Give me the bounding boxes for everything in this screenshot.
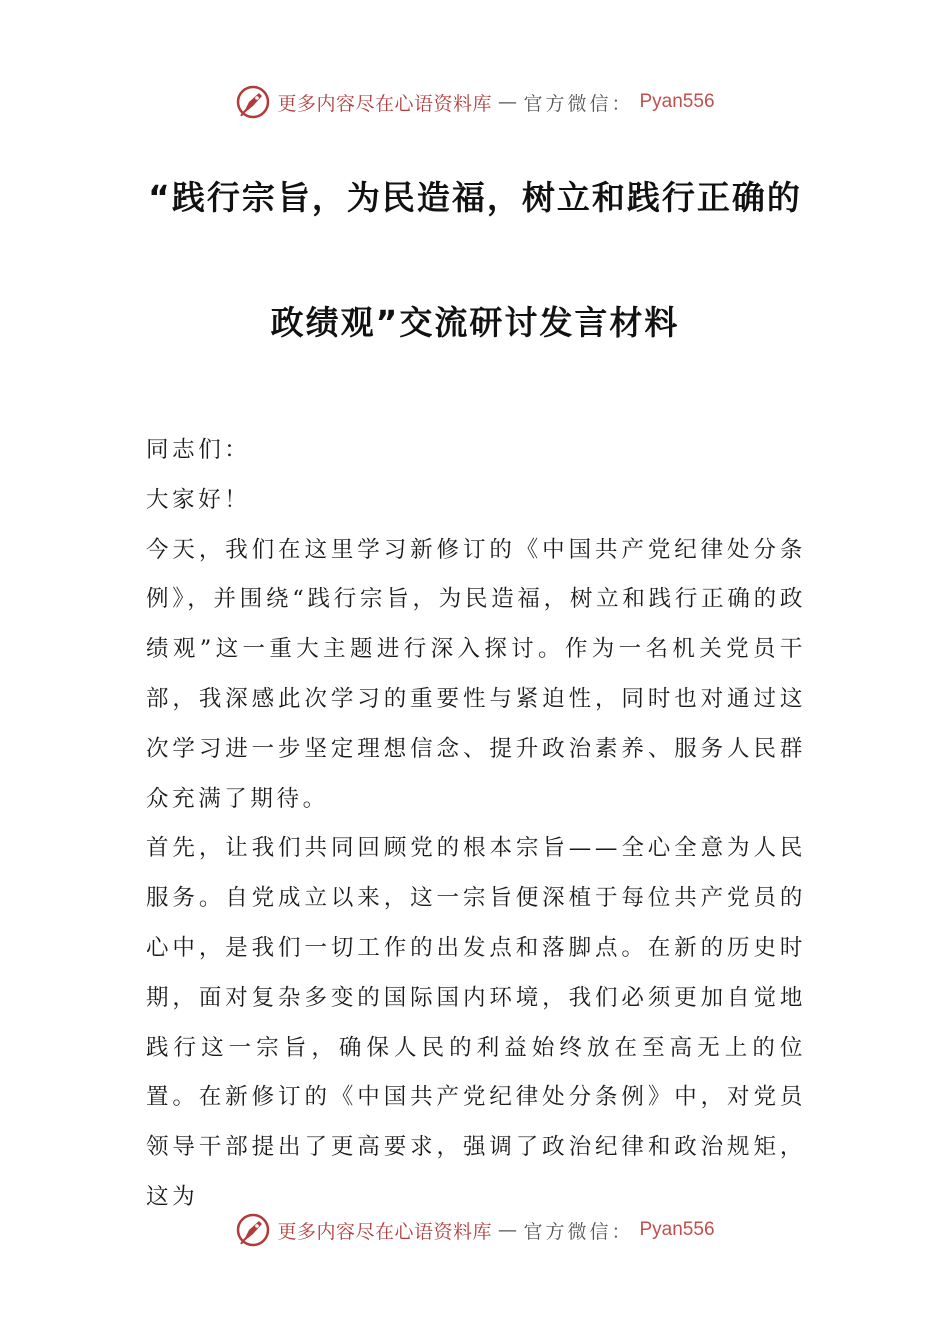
paragraph-salutation: 同志们： — [146, 437, 251, 463]
pen-nib-circle-icon — [235, 84, 271, 120]
paragraph-introduction: 今天，我们在这里学习新修订的《中国共产党纪律处分条例》，并围绕“践行宗旨，为民造福，树立和践行正确的政绩观”这一重大主题进行深入探讨。作为一名机关党员干部，我深感此次学习的重要性与紧迫性，同时也对通过这次学习进一步坚定理想信念、提升政治素养、服务人民群众充满了期待。 — [146, 536, 806, 812]
banner-separator: — — [497, 1219, 518, 1241]
banner-label: 官方微信： — [523, 92, 634, 115]
document-title-line-1: “践行宗旨，为民造福，树立和践行正确的 — [148, 178, 802, 217]
banner-label: 官方微信： — [523, 1220, 634, 1243]
document-body — [146, 426, 806, 1223]
document-title-line-2: 政绩观”交流研讨发言材料 — [270, 303, 680, 342]
banner-site-text: 更多内容尽在心语资料库 — [277, 1220, 492, 1243]
pen-nib-circle-icon — [235, 1212, 271, 1248]
banner-separator: — — [497, 91, 518, 113]
paragraph-greeting: 大家好！ — [146, 486, 251, 513]
footer-watermark-banner — [0, 1210, 950, 1250]
header-watermark-banner — [0, 82, 950, 122]
paragraph-purpose: 首先，让我们共同回顾党的根本宗旨——全心全意为人民服务。自党成立以来，这一宗旨便深植于每位共产党员的心中，是我们一切工作的出发点和落脚点。在新的历史时期，面对复杂多变的国际国内环境，我们必须更加自觉地践行这一宗旨，确保人民的利益始终放在至高无上的位置。在新修订的《中国共产党纪律处分条例》中，对党员领导干部提出了更高要求，强调了政治纪律和政治规矩，这为 — [146, 835, 806, 1210]
banner-site-text: 更多内容尽在心语资料库 — [277, 92, 492, 115]
banner-wechat-id: Pyan556 — [639, 1219, 715, 1240]
banner-wechat-id: Pyan556 — [639, 91, 715, 112]
